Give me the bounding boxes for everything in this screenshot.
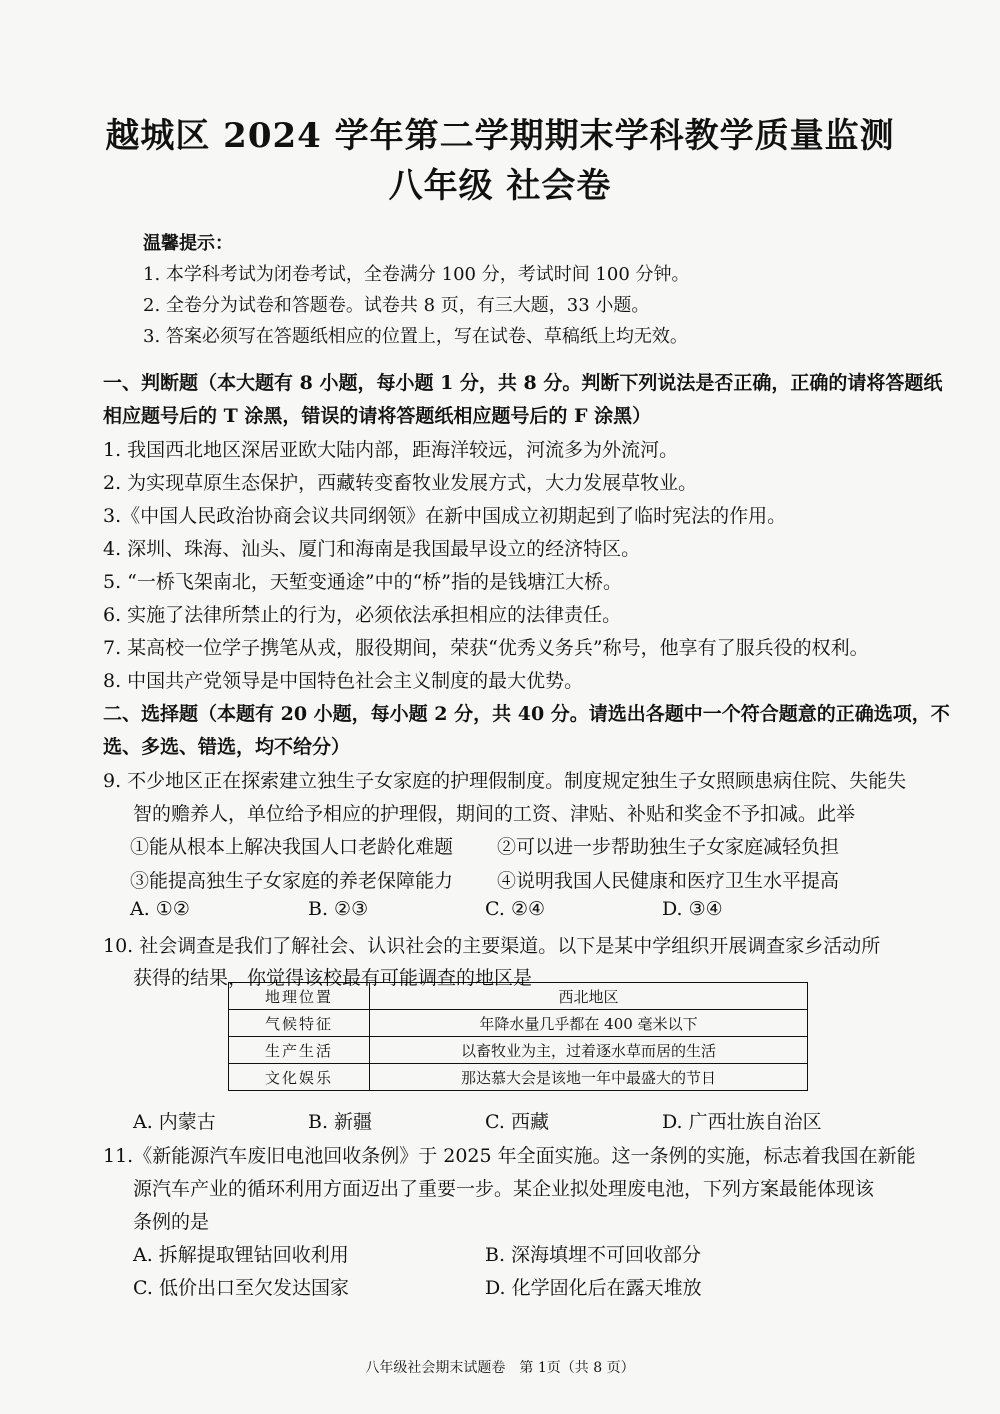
tip-item: 2. 全卷分为试卷和答题卷。试卷共 8 页，有三大题，33 小题。 [143, 295, 650, 316]
q9-statement-4: ④说明我国人民健康和医疗卫生水平提高 [497, 870, 840, 892]
table-value: 那达慕大会是该地一年中最盛大的节日 [370, 1064, 808, 1091]
tip-item: 1. 本学科考试为闭卷考试，全卷满分 100 分，考试时间 100 分钟。 [143, 264, 690, 285]
section2-heading: 二、选择题（本题有 20 小题，每小题 2 分，共 40 分。请选出各题中一个符合题意的正确选项，不 [103, 703, 950, 725]
q9-stem-cont: 智的赡养人，单位给予相应的护理假，期间的工资、津贴、补贴和奖金不予扣减。此举 [133, 803, 856, 825]
table-key: 文化娱乐 [229, 1064, 370, 1091]
q11-option-d: D. 化学固化后在露天堆放 [485, 1277, 702, 1299]
table-row [229, 1037, 808, 1064]
tips-heading: 温馨提示： [143, 233, 233, 254]
table-row [229, 1010, 808, 1037]
q10-stem-cont: 获得的结果，你觉得该校最有可能调查的地区是 [133, 967, 533, 989]
page-footer: 八年级社会期末试题卷 第 1页（共 8 页） [365, 1360, 635, 1376]
q9-statement-2: ②可以进一步帮助独生子女家庭减轻负担 [497, 836, 840, 858]
q11-option-c: C. 低价出口至欠发达国家 [133, 1277, 349, 1299]
judge-item-4: 4. 深圳、珠海、汕头、厦门和海南是我国最早设立的经济特区。 [103, 538, 641, 560]
q9-option-a: A. ①② [130, 898, 190, 920]
q10-stem: 10. 社会调查是我们了解社会、认识社会的主要渠道。以下是某中学组织开展调查家乡活动所 [103, 935, 881, 957]
judge-item-2: 2. 为实现草原生态保护，西藏转变畜牧业发展方式，大力发展草牧业。 [103, 472, 698, 494]
tip-item: 3. 答案必须写在答题纸相应的位置上，写在试卷、草稿纸上均无效。 [143, 326, 688, 347]
table-key: 气候特征 [229, 1010, 370, 1037]
q10-option-d: D. 广西壮族自治区 [662, 1111, 822, 1133]
q9-option-b: B. ②③ [308, 898, 369, 920]
exam-title: 越城区 2024 学年第二学期期末学科教学质量监测 [105, 116, 895, 156]
q10-option-b: B. 新疆 [308, 1111, 373, 1133]
survey-table [228, 982, 808, 1091]
q11-stem-cont: 条例的是 [133, 1211, 210, 1233]
table-row [229, 1064, 808, 1091]
q9-option-c: C. ②④ [485, 898, 546, 920]
section1-heading-cont: 相应题号后的 T 涂黑，错误的请将答题纸相应题号后的 F 涂黑） [103, 405, 652, 427]
table-value: 以畜牧业为主，过着逐水草而居的生活 [370, 1037, 808, 1064]
q11-option-b: B. 深海填埋不可回收部分 [485, 1244, 702, 1266]
q9-statement-1: ①能从根本上解决我国人口老龄化难题 [130, 836, 454, 858]
table-value: 西北地区 [370, 983, 808, 1010]
q10-option-a: A. 内蒙古 [133, 1111, 216, 1133]
q9-option-d: D. ③④ [662, 898, 723, 920]
table-row [229, 983, 808, 1010]
table-key: 地理位置 [229, 983, 370, 1010]
q11-option-a: A. 拆解提取锂钴回收利用 [133, 1244, 349, 1266]
tips-block [143, 228, 690, 352]
section1-heading: 一、判断题（本大题有 8 小题，每小题 1 分，共 8 分。判断下列说法是否正确，正确的请将答题纸 [103, 372, 943, 394]
exam-subtitle: 八年级 社会卷 [388, 166, 612, 206]
judge-item-5: 5. “一桥飞架南北，天堑变通途”中的“桥”指的是钱塘江大桥。 [103, 571, 623, 593]
judge-item-7: 7. 某高校一位学子携笔从戎，服役期间，荣获“优秀义务兵”称号，他享有了服兵役的权利。 [103, 637, 869, 659]
judge-item-6: 6. 实施了法律所禁止的行为，必须依法承担相应的法律责任。 [103, 604, 622, 626]
q9-statement-3: ③能提高独生子女家庭的养老保障能力 [130, 870, 454, 892]
judge-item-3: 3.《中国人民政治协商会议共同纲领》在新中国成立初期起到了临时宪法的作用。 [103, 505, 787, 527]
section2-heading-cont: 选、多选、错选，均不给分） [103, 736, 351, 758]
q10-option-c: C. 西藏 [485, 1111, 549, 1133]
q11-stem-cont: 源汽车产业的循环利用方面迈出了重要一步。某企业拟处理废电池，下列方案最能体现该 [133, 1178, 875, 1200]
q11-stem: 11.《新能源汽车废旧电池回收条例》于 2025 年全面实施。这一条例的实施，标志着我国在新能 [103, 1145, 916, 1167]
judge-item-8: 8. 中国共产党领导是中国特色社会主义制度的最大优势。 [103, 670, 584, 692]
judge-item-1: 1. 我国西北地区深居亚欧大陆内部，距海洋较远，河流多为外流河。 [103, 439, 679, 461]
q9-stem: 9. 不少地区正在探索建立独生子女家庭的护理假制度。制度规定独生子女照顾患病住院、失能失 [103, 770, 907, 792]
table-key: 生产生活 [229, 1037, 370, 1064]
table-value: 年降水量几乎都在 400 毫米以下 [370, 1010, 808, 1037]
